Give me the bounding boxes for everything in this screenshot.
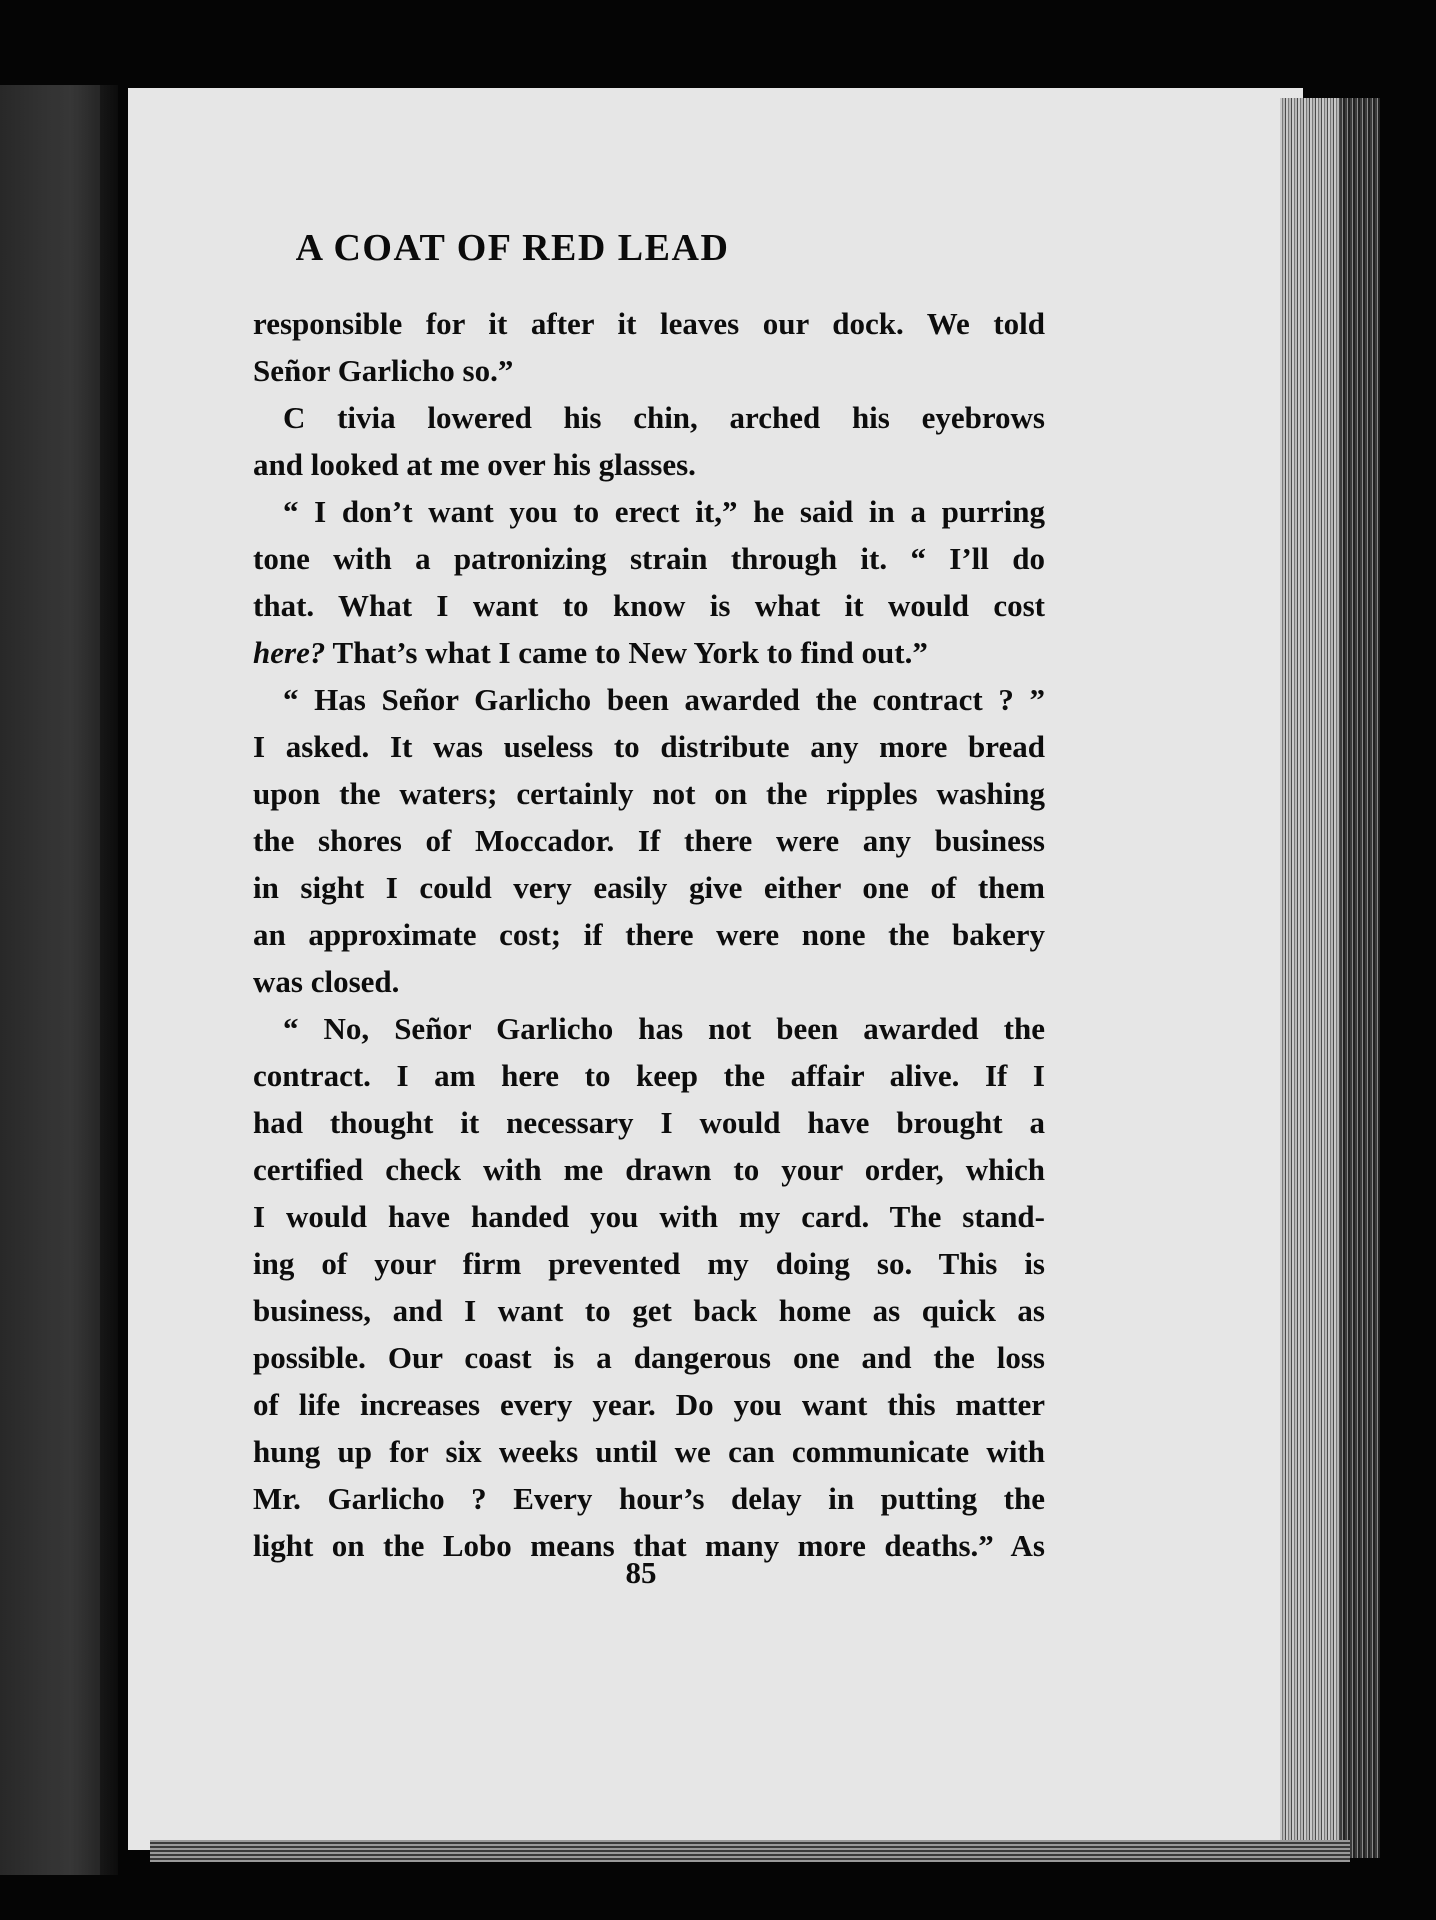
text-line: in sight I could very easily give either one of them [253,870,1045,905]
text-line: C tivia lowered his chin, arched his eyebrows [283,400,1045,435]
text-line: that. What I want to know is what it would cost [253,588,1045,623]
text-line: business, and I want to get back home as quick as [253,1293,1045,1328]
page-bottom-edge [150,1840,1350,1862]
text-line: was closed. [253,964,400,999]
text-line: here? That’s what I came to New York to find out.” [253,635,928,670]
text-line: “ No, Señor Garlicho has not been awarded the [283,1011,1045,1046]
text-line: certified check with me drawn to your order, which [253,1152,1045,1187]
text-line: responsible for it after it leaves our dock. We told [253,306,1045,341]
page-stack-shadow [1340,98,1380,1858]
text-line: tone with a patronizing strain through it. “ I’ll do [253,541,1045,576]
text-line: light on the Lobo means that many more deaths.” As [253,1528,1045,1563]
text-line: “ Has Señor Garlicho been awarded the contract ? ” [283,682,1045,717]
running-head: A COAT OF RED LEAD [295,227,730,269]
text-line: upon the waters; certainly not on the ripples washing [253,776,1045,811]
text-line: an approximate cost; if there were none the bakery [253,917,1045,952]
text-line: Mr. Garlicho ? Every hour’s delay in putting the [253,1481,1045,1516]
text-line: I would have handed you with my card. The stand- [253,1199,1045,1234]
text-line: had thought it necessary I would have brought a [253,1105,1045,1140]
text-line: Señor Garlicho so.” [253,353,514,388]
text-line: the shores of Moccador. If there were any business [253,823,1045,858]
text-line: hung up for six weeks until we can communicate with [253,1434,1045,1469]
facing-page-edge [0,85,118,1875]
text-line: of life increases every year. Do you want this matter [253,1387,1045,1422]
text-line: I asked. It was useless to distribute any more bread [253,729,1045,764]
page-number: 85 [625,1555,657,1590]
text-line: possible. Our coast is a dangerous one and the loss [253,1340,1045,1375]
text-line: ing of your firm prevented my doing so. This is [253,1246,1045,1281]
text-line: and looked at me over his glasses. [253,447,696,482]
text-line: “ I don’t want you to erect it,” he said in a purring [283,494,1045,529]
body-text [253,300,1045,1569]
text-line: contract. I am here to keep the affair alive. If I [253,1058,1045,1093]
